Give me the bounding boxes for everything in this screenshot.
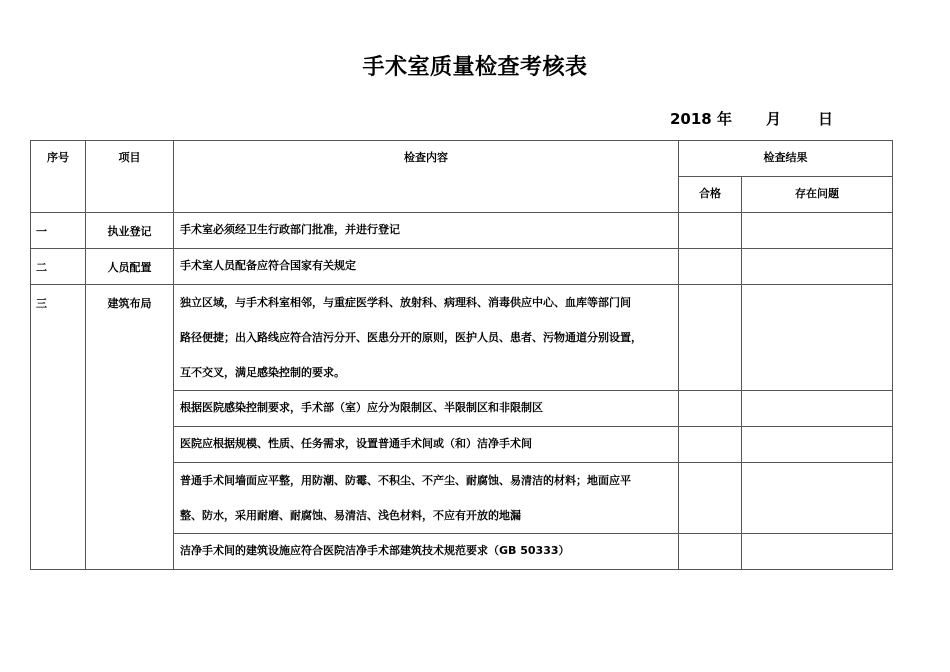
issues-cell[interactable] — [742, 285, 893, 391]
row-content — [174, 463, 679, 534]
inspection-table — [30, 140, 893, 570]
header-row — [31, 141, 893, 177]
row-content-line: 独立区域，与手术科室相邻，与重症医学科、放射科、病理科、消毒供应中心、血库等部门间 — [180, 296, 631, 309]
date-year: 2018 年 — [670, 110, 732, 128]
header-pass: 合格 — [679, 177, 742, 213]
row-content: 根据医院感染控制要求，手术部（室）应分为限制区、半限制区和非限制区 — [174, 391, 679, 427]
issues-cell[interactable] — [742, 213, 893, 249]
issues-cell[interactable] — [742, 427, 893, 463]
row-item: 人员配置 — [86, 249, 174, 285]
issues-cell[interactable] — [742, 249, 893, 285]
header-issues: 存在问题 — [742, 177, 893, 213]
row-seq: 一 — [31, 213, 86, 249]
row-seq: 二 — [31, 249, 86, 285]
pass-cell[interactable] — [679, 534, 742, 570]
issues-cell[interactable] — [742, 463, 893, 534]
row-content: 手术室人员配备应符合国家有关规定 — [174, 249, 679, 285]
date-day: 日 — [818, 110, 834, 128]
row-content-line: 互不交叉，满足感染控制的要求。 — [180, 366, 345, 379]
pass-cell[interactable] — [679, 427, 742, 463]
header-content: 检查内容 — [174, 141, 679, 213]
header-item: 项目 — [86, 141, 174, 213]
table-row — [31, 213, 893, 249]
row-content: 洁净手术间的建筑设施应符合医院洁净手术部建筑技术规范要求（GB 50333） — [174, 534, 679, 570]
pass-cell[interactable] — [679, 391, 742, 427]
row-content — [174, 285, 679, 391]
table-row — [31, 249, 893, 285]
row-content: 医院应根据规模、性质、任务需求，设置普通手术间或（和）洁净手术间 — [174, 427, 679, 463]
row-content: 手术室必须经卫生行政部门批准，并进行登记 — [174, 213, 679, 249]
table-row — [31, 285, 893, 391]
row-content-line: 普通手术间墙面应平整，用防潮、防霉、不积尘、不产尘、耐腐蚀、易清洁的材料；地面应平 — [180, 474, 631, 487]
header-result: 检查结果 — [679, 141, 893, 177]
row-item: 建筑布局 — [86, 285, 174, 570]
header-seq: 序号 — [31, 141, 86, 213]
issues-cell[interactable] — [742, 391, 893, 427]
issues-cell[interactable] — [742, 534, 893, 570]
pass-cell[interactable] — [679, 285, 742, 391]
pass-cell[interactable] — [679, 463, 742, 534]
date-line — [670, 108, 833, 129]
row-seq: 三 — [31, 285, 86, 570]
page-title: 手术室质量检查考核表 — [362, 55, 588, 80]
pass-cell[interactable] — [679, 213, 742, 249]
row-content-line: 路径便捷；出入路线应符合洁污分开、医患分开的原则，医护人员、患者、污物通道分别设置， — [180, 331, 642, 344]
pass-cell[interactable] — [679, 249, 742, 285]
row-content-line: 整、防水，采用耐磨、耐腐蚀、易清洁、浅色材料，不应有开放的地漏 — [180, 509, 521, 522]
row-item: 执业登记 — [86, 213, 174, 249]
date-month: 月 — [766, 110, 782, 128]
